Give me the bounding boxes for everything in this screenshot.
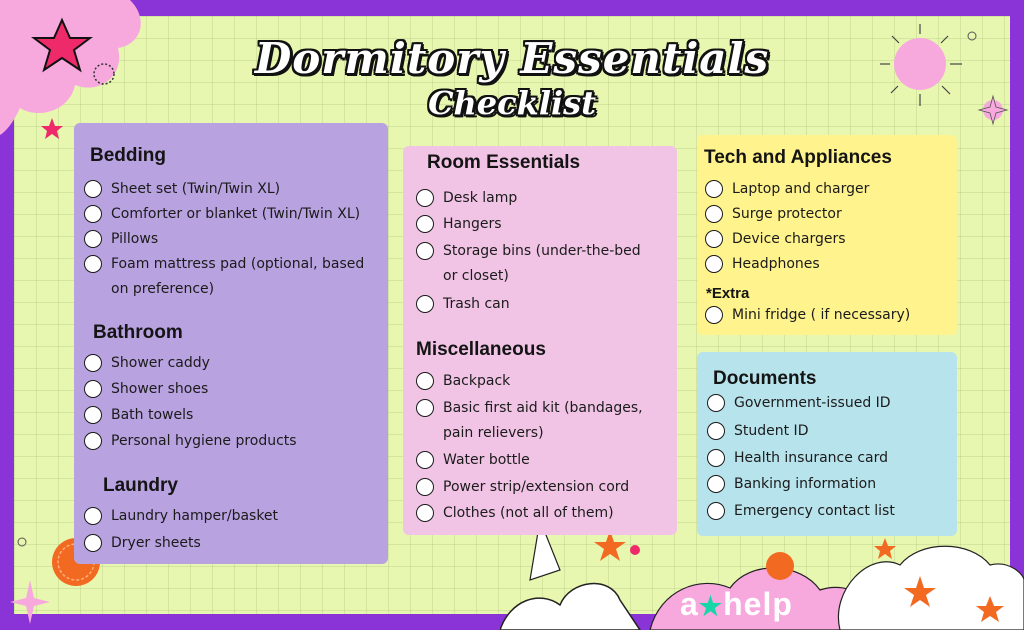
checklist-item[interactable]: Dryer sheets	[84, 531, 384, 556]
heading-room-essentials: Room Essentials	[427, 152, 581, 173]
checkbox[interactable]	[416, 372, 434, 390]
star-icon: ★	[698, 591, 724, 621]
checklist-item[interactable]: Laptop and charger	[705, 177, 953, 202]
checkbox[interactable]	[707, 422, 725, 440]
heading-bedding: Bedding	[90, 145, 166, 166]
checkbox[interactable]	[416, 478, 434, 496]
checkbox[interactable]	[416, 215, 434, 233]
checklist-item[interactable]: Emergency contact list	[707, 499, 955, 524]
checklist-item[interactable]: Government-issued ID	[707, 391, 955, 416]
checklist-item[interactable]: Foam mattress pad (optional, based on preference)	[84, 252, 376, 302]
checklist-item[interactable]: Student ID	[707, 419, 955, 444]
checkbox[interactable]	[84, 230, 102, 248]
checkbox[interactable]	[707, 394, 725, 412]
checkbox[interactable]	[416, 504, 434, 522]
checkbox[interactable]	[84, 380, 102, 398]
checklist-item[interactable]: Power strip/extension cord	[416, 475, 676, 500]
checklist-item[interactable]: Clothes (not all of them)	[416, 501, 676, 526]
checkbox[interactable]	[416, 399, 434, 417]
checkbox[interactable]	[84, 180, 102, 198]
checklist-item[interactable]: Health insurance card	[707, 446, 955, 471]
checkbox[interactable]	[84, 255, 102, 273]
checklist-item[interactable]: Surge protector	[705, 202, 953, 227]
star-icon	[874, 538, 896, 559]
heading-tech-appliances: Tech and Appliances	[704, 147, 892, 168]
heading-miscellaneous: Miscellaneous	[416, 339, 546, 360]
checklist-item[interactable]: Device chargers	[705, 227, 953, 252]
checkbox[interactable]	[84, 354, 102, 372]
checklist-item[interactable]: Mini fridge ( if necessary)	[705, 303, 953, 328]
checklist-item[interactable]: Banking information	[707, 472, 955, 497]
checklist-item[interactable]: Personal hygiene products	[84, 429, 384, 454]
checklist-item[interactable]: Comforter or blanket (Twin/Twin XL)	[84, 202, 384, 227]
checkbox[interactable]	[705, 205, 723, 223]
checkbox[interactable]	[84, 507, 102, 525]
checklist-item[interactable]: Headphones	[705, 252, 953, 277]
checkbox[interactable]	[84, 432, 102, 450]
checklist-item[interactable]: Water bottle	[416, 448, 676, 473]
checklist-item[interactable]: Pillows	[84, 227, 384, 252]
ahelp-logo: a★help	[680, 586, 793, 622]
heading-bathroom: Bathroom	[93, 322, 183, 343]
checkbox[interactable]	[84, 534, 102, 552]
checkbox[interactable]	[416, 242, 434, 260]
checkbox[interactable]	[705, 255, 723, 273]
checklist-item[interactable]: Trash can	[416, 292, 672, 317]
checklist-item[interactable]: Laundry hamper/basket	[84, 504, 384, 529]
checkbox[interactable]	[416, 451, 434, 469]
checklist-item[interactable]: Desk lamp	[416, 186, 672, 211]
checklist-item[interactable]: Bath towels	[84, 403, 384, 428]
checkbox[interactable]	[84, 205, 102, 223]
heading-laundry: Laundry	[103, 475, 178, 496]
checkbox[interactable]	[416, 189, 434, 207]
checkbox[interactable]	[707, 475, 725, 493]
checkbox[interactable]	[707, 449, 725, 467]
checkbox[interactable]	[705, 180, 723, 198]
checklist-item[interactable]: Shower shoes	[84, 377, 384, 402]
page-title: Dormitory Essentials	[254, 34, 770, 83]
heading-documents: Documents	[713, 368, 817, 389]
page-subtitle: Checklist	[428, 84, 596, 122]
checklist-item[interactable]: Shower caddy	[84, 351, 384, 376]
checklist-item[interactable]: Sheet set (Twin/Twin XL)	[84, 177, 384, 202]
checkbox[interactable]	[707, 502, 725, 520]
checkbox[interactable]	[705, 230, 723, 248]
checklist-item[interactable]: Hangers	[416, 212, 672, 237]
checklist-item[interactable]: Basic first aid kit (bandages, pain relievers)	[416, 396, 676, 446]
checklist-item[interactable]: Backpack	[416, 369, 672, 394]
checkbox[interactable]	[416, 295, 434, 313]
extra-label: *Extra	[706, 285, 750, 302]
checkbox[interactable]	[705, 306, 723, 324]
checklist-item[interactable]: Storage bins (under-the-bed or closet)	[416, 239, 648, 289]
checkbox[interactable]	[84, 406, 102, 424]
